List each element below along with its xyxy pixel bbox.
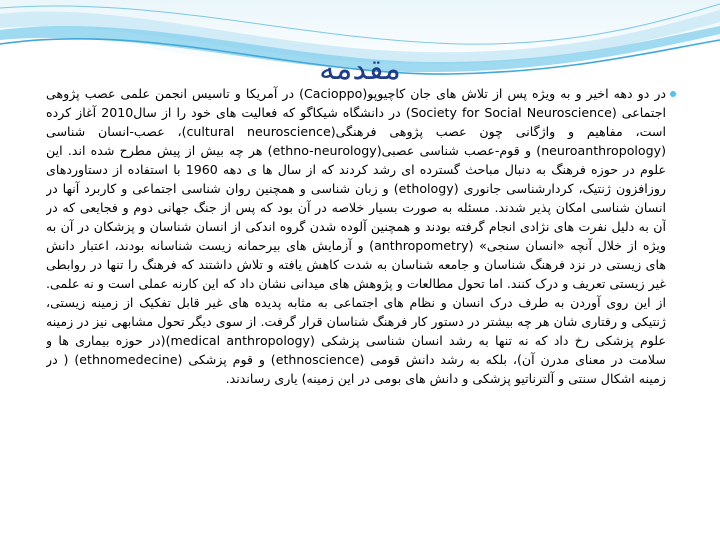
content-area — [46, 84, 666, 536]
body-paragraph: در دو دهه اخیر و به ویژه پس از تلاش های جان کاچیوپو(Cacioppo) در آمریکا و تاسیس انجمن علمی عصب پژوهی اجتماعی (Society for Social Neuroscience) در دانشگاه شیکاگو که فعالیت های خود را از سال2010 آغاز کرده است، مفاهیم و واژگانی چون عصب پژوهی فرهنگی(cultural neuroscience)، عصب-انسان شناسی (neuroanthropology) و قوم-عصب شناسی عصبی(ethno-neurology) هر چه بیش از پیش مطرح شده اند. این علوم در حوزه فرهنگ به دنبال مباحث گسترده ای رشد کردند که از سال ها ی دهه 1960 با استفاده از دستاوردهای روزافزون ژنتیک، کردارشناسی جانوری (ethology) و زبان شناسی و همچنین روان شناسی اجتماعی و کاربرد آنها در انسان شناسی امکان پذیر شدند. مسئله به صورت بسیار خلاصه در آن بود که پس از جنگ جهانی دوم و فجایعی که در آن به دلیل نفرت های نژادی انجام گرفته بودند و همچنین آلوده شدن گروه اندکی از انسان شناسان و پزشکان در آن به ویژه از خلال آنچه «انسان سنجی» (anthropometry) و آزمایش های بیرحمانه زیست شناسانه بودند، اعتبار دانش های زیستی در نزد فرهنگ شناسان و جامعه شناسان به شدت کاهش یافته و تلاش داشتند که فرهنگ را تنها در روابطی غیر زیستی تعریف و درک کنند. اما تحول مطالعات و پژوهش های میدانی نشان داد که این کارنه عملی است و نه علمی. از این روی آوردن به طرف درک انسان و نظام های اجتماعی به مثابه پدیده های غیر قابل تفکیک از زمینه زیستی، ژنتیکی و رفتاری شان هر چه بیشتر در دستور کار فرهنگ شناسان قرار گرفت. از سوی دیگر تحول مشابهی نیز در زمینه علوم پزشکی رخ داد که نه تنها به رشد انسان شناسی پزشکی (medical anthropology)(در حوزه بیماری ها و سلامت در معنای مدرن آن)، بلکه به رشد دانش قومی (ethnoscience) و قوم پزشکی (ethnomedecine) ( در زمینه اشکال سنتی و آلترناتیو پزشکی و دانش های بومی در این زمینه) یاری رساندند. — [46, 86, 666, 386]
bullet-dot-icon — [670, 91, 676, 97]
slide-title: مقدمه — [319, 51, 401, 87]
